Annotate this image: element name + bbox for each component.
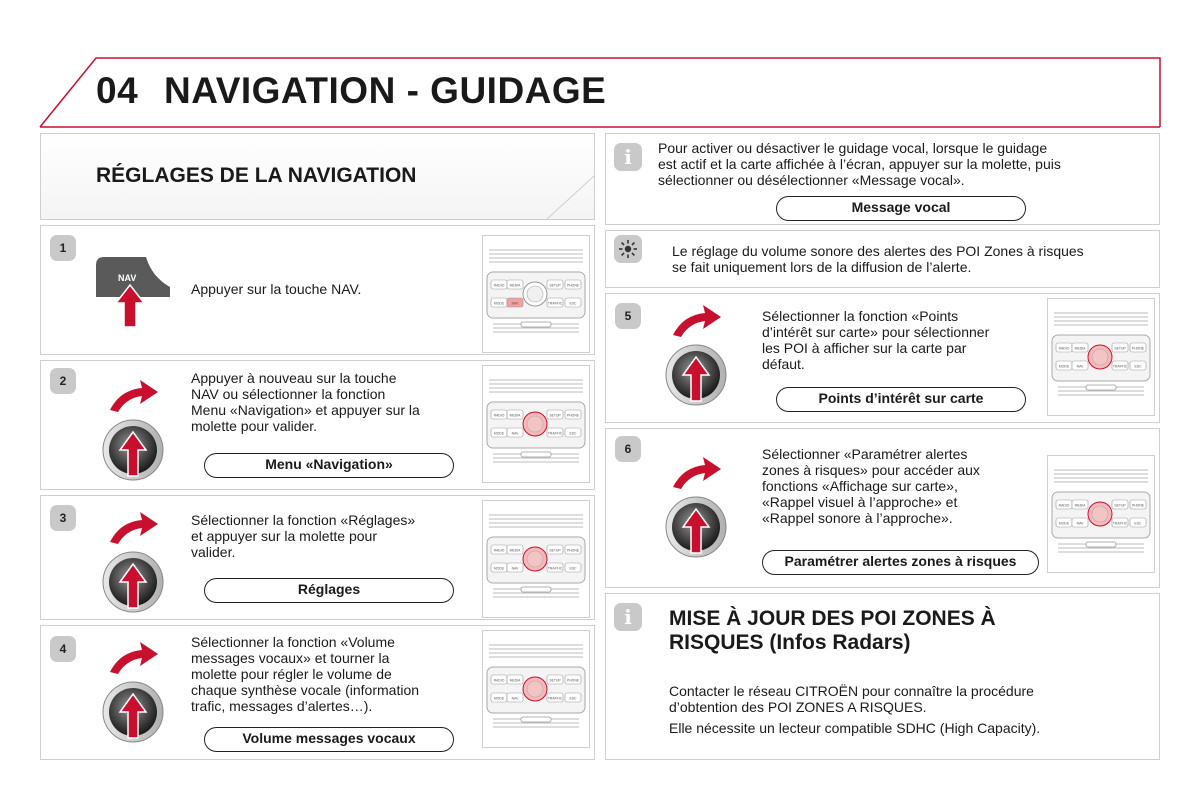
poi-update-text: Contacter le réseau CITROËN pour connaître la procédure d’obtention des POI ZONES A RISQUES. <box>669 683 1034 715</box>
console-key-label: PHONE <box>1131 346 1145 351</box>
console-key-label: RADIO <box>1058 503 1070 508</box>
console-key-label: MODE <box>493 431 505 436</box>
step-5-text: Sélectionner la fonction «Points d’intérêt sur carte» pour sélectionner les POI à afficher sur la carte par défaut. <box>762 308 990 372</box>
console-key-label: ESC <box>569 696 577 701</box>
console-key-label: PHONE <box>566 678 580 683</box>
step-4-text: Sélectionner la fonction «Volume messages vocaux» et tourner la molette pour régler le volume de chaque synthèse vocale (information trafic, messages d’alertes…). <box>191 634 420 714</box>
console-key-label: PHONE <box>566 283 580 288</box>
console-key-label: NAV <box>1076 521 1084 526</box>
console-key-label: NAV <box>511 696 519 701</box>
console-key-label: PHONE <box>566 413 580 418</box>
console-key-label: MODE <box>493 301 505 306</box>
console-thumbnail <box>482 235 590 353</box>
menu-navigation-button[interactable]: Menu «Navigation» <box>204 453 454 478</box>
step-number: 1 <box>50 235 76 261</box>
console-key-label: MEDIA <box>509 413 521 418</box>
console-key-label: ESC <box>1134 364 1142 369</box>
console-key-label: MEDIA <box>509 548 521 553</box>
console-key-label: RADIO <box>1058 346 1070 351</box>
info-icon: i <box>614 143 642 171</box>
section-title: RÉGLAGES DE LA NAVIGATION <box>96 164 417 187</box>
info-vocal-text: Pour activer ou désactiver le guidage vocal, lorsque le guidage est actif et la carte affichée à l’écran, appuyer sur la molette, puis sélectionner ou désélectionner «Message vocal». <box>658 140 1061 188</box>
console-key-label: SETUP <box>549 548 561 553</box>
console-key-label: ESC <box>569 301 577 306</box>
console-key-label: MEDIA <box>509 678 521 683</box>
step-6-text: Sélectionner «Paramétrer alertes zones à risques» pour accéder aux fonctions «Affichage sur carte», «Rappel visuel à l’approche» et «Rappel sonore à l’approche». <box>762 446 980 526</box>
console-key-label: MEDIA <box>1074 503 1086 508</box>
console-key-label: SETUP <box>549 678 561 683</box>
step-number: 6 <box>615 436 641 462</box>
message-vocal-button[interactable]: Message vocal <box>776 196 1026 221</box>
step-number: 4 <box>50 636 76 662</box>
rotary-knob-icon <box>663 455 733 561</box>
console-key-label: TRAFFIC <box>547 566 563 571</box>
console-key-label: RADIO <box>493 283 505 288</box>
page-title: NAVIGATION - GUIDAGE <box>164 70 607 111</box>
console-key-label: NAV <box>511 431 519 436</box>
sun-tip-icon <box>614 235 642 263</box>
console-key-label: RADIO <box>493 678 505 683</box>
chapter-number: 04 <box>96 70 139 111</box>
points-interet-button[interactable]: Points d’intérêt sur carte <box>776 387 1026 412</box>
step-3-text: Sélectionner la fonction «Réglages» et appuyer sur la molette pour valider. <box>191 512 416 560</box>
rotary-knob-icon <box>100 378 170 484</box>
console-thumbnail <box>482 500 590 618</box>
tip-text: Le réglage du volume sonore des alertes des POI Zones à risques se fait uniquement lors de la diffusion de l’alerte. <box>672 243 1084 275</box>
step-number: 3 <box>50 505 76 531</box>
console-thumbnail <box>1047 455 1155 573</box>
console-key-label: ESC <box>569 431 577 436</box>
console-key-label: MODE <box>1058 364 1070 369</box>
console-thumbnail <box>1047 298 1155 416</box>
console-key-label: PHONE <box>1131 503 1145 508</box>
console-key-label: RADIO <box>493 548 505 553</box>
console-key-label: SETUP <box>1114 346 1126 351</box>
rotary-knob-icon <box>663 303 733 409</box>
volume-messages-vocaux-button[interactable]: Volume messages vocaux <box>204 727 454 752</box>
console-key-label: NAV <box>511 566 519 571</box>
console-key-label: MEDIA <box>509 283 521 288</box>
console-key-label: ESC <box>569 566 577 571</box>
console-key-label: NAV <box>1076 364 1084 369</box>
step-2-text: Appuyer à nouveau sur la touche NAV ou sélectionner la fonction Menu «Navigation» et appuyer sur la molette pour valider. <box>191 370 420 434</box>
console-key-label: NAV <box>511 301 519 306</box>
console-key-label: MEDIA <box>1074 346 1086 351</box>
console-key-label: TRAFFIC <box>1112 364 1128 369</box>
info-icon: i <box>614 603 642 631</box>
nav-key-icon <box>88 255 188 330</box>
console-thumbnail <box>482 630 590 748</box>
console-key-label: SETUP <box>549 283 561 288</box>
step-1-text: Appuyer sur la touche NAV. <box>191 281 362 297</box>
poi-update-title: MISE À JOUR DES POI ZONES À RISQUES (Infos Radars) <box>669 607 996 654</box>
rotary-knob-icon <box>100 510 170 616</box>
nav-key-label: NAV <box>118 273 137 283</box>
poi-update-text2: Elle nécessite un lecteur compatible SDHC (High Capacity). <box>669 720 1041 736</box>
console-key-label: MODE <box>1058 521 1070 526</box>
console-key-label: TRAFFIC <box>1112 521 1128 526</box>
console-thumbnail <box>482 365 590 483</box>
console-key-label: RADIO <box>493 413 505 418</box>
step-number: 2 <box>50 368 76 394</box>
console-key-label: SETUP <box>549 413 561 418</box>
step-number: 5 <box>615 303 641 329</box>
console-key-label: SETUP <box>1114 503 1126 508</box>
rotary-knob-icon <box>100 640 170 746</box>
console-key-label: TRAFFIC <box>547 431 563 436</box>
console-key-label: ESC <box>1134 521 1142 526</box>
console-key-label: TRAFFIC <box>547 301 563 306</box>
parametrer-alertes-button[interactable]: Paramétrer alertes zones à risques <box>762 550 1039 575</box>
reglages-button[interactable]: Réglages <box>204 578 454 603</box>
console-key-label: PHONE <box>566 548 580 553</box>
console-key-label: MODE <box>493 696 505 701</box>
console-key-label: TRAFFIC <box>547 696 563 701</box>
console-key-label: MODE <box>493 566 505 571</box>
